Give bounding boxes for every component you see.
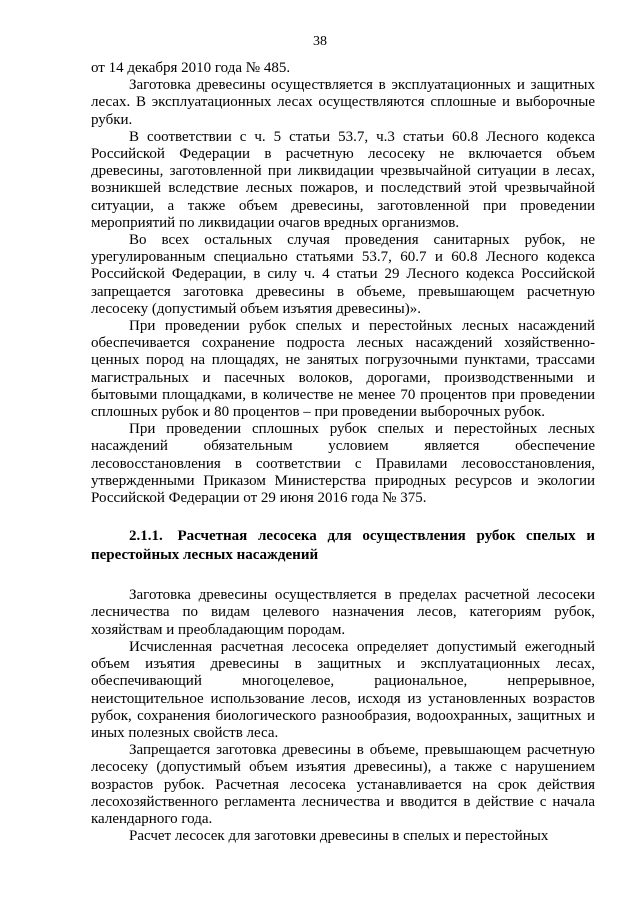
section-heading	[91, 527, 595, 565]
paragraph: При проведении рубок спелых и перестойных лесных насаждений обеспечивается сохранение подроста лесных насаждений хозяйственно-ценных пород на площадях, не занятых погрузочными пунктами, трассами магистральных и пасечных волоков, дорогами, производственными и бытовыми площадками, в количестве не менее 70 процентов при проведении сплошных рубок и 80 процентов – при проведении выборочных рубок.	[91, 318, 595, 421]
section-number: 2.1.1.	[129, 528, 163, 545]
paragraph: В соответствии с ч. 5 статьи 53.7, ч.3 статьи 60.8 Лесного кодекса Российской Федерации в расчетную лесосеку не включается объем древесины, заготовленной при ликвидации чрезвычайной ситуации в лесах, возникшей вследствие лесных пожаров, и последствий этой чрезвычайной ситуации, а также объем древесины, заготовленной при проведении мероприятий по ликвидации очагов вредных организмов.	[91, 128, 595, 231]
paragraph: Запрещается заготовка древесины в объеме, превышающем расчетную лесосеку (допустимый объем изъятия древесины), а также с нарушением возрастов рубок. Расчетная лесосека устанавливается на срок действия лесохозяйственного регламента лесничества и вводится в действие с начала календарного года.	[91, 742, 595, 827]
paragraph: Заготовка древесины осуществляется в эксплуатационных и защитных лесах. В эксплуатационных лесах осуществляются сплошные и выборочные рубки.	[91, 77, 595, 128]
paragraph: Расчет лесосек для заготовки древесины в спелых и перестойных	[129, 828, 549, 845]
page-number: 38	[313, 34, 327, 49]
paragraph: При проведении сплошных рубок спелых и перестойных лесных насаждений обязательным условием является обеспечение лесовосстановления в соответствии с Правилами лесовосстановления, утвержденными Приказом Министерства природных ресурсов и экологии Российской Федерации от 29 июня 2016 года № 375.	[91, 421, 595, 507]
paragraph: Заготовка древесины осуществляется в пределах расчетной лесосеки лесничества по видам целевого назначения лесов, категориям рубок, хозяйствам и преобладающим породам.	[91, 587, 595, 638]
paragraph: от 14 декабря 2010 года № 485.	[91, 60, 291, 76]
section-title: Расчетная лесосека для осуществления рубок спелых и перестойных лесных насаждений	[91, 528, 596, 564]
paragraph: Во всех остальных случая проведения санитарных рубок, не урегулированным специально статьями 53.7, 60.7 и 60.8 Лесного кодекса Российской Федерации, в силу ч. 4 статьи 29 Лесного кодекса Российской запрещается заготовка древесины в объеме, превышающем расчетную лесосеку (допустимый объем изъятия древесины)».	[91, 232, 595, 317]
page-body	[91, 60, 595, 845]
paragraph: Исчисленная расчетная лесосека определяет допустимый ежегодный объем изъятия древесины в защитных и эксплуатационных лесах, обеспечивающий многоцелевое, рациональное, непрерывное, неистощительное использование лесов, исходя из установленных возрастов рубок, сохранения биологического разнообразия, водоохранных, защитных и иных полезных свойств леса.	[91, 638, 595, 741]
